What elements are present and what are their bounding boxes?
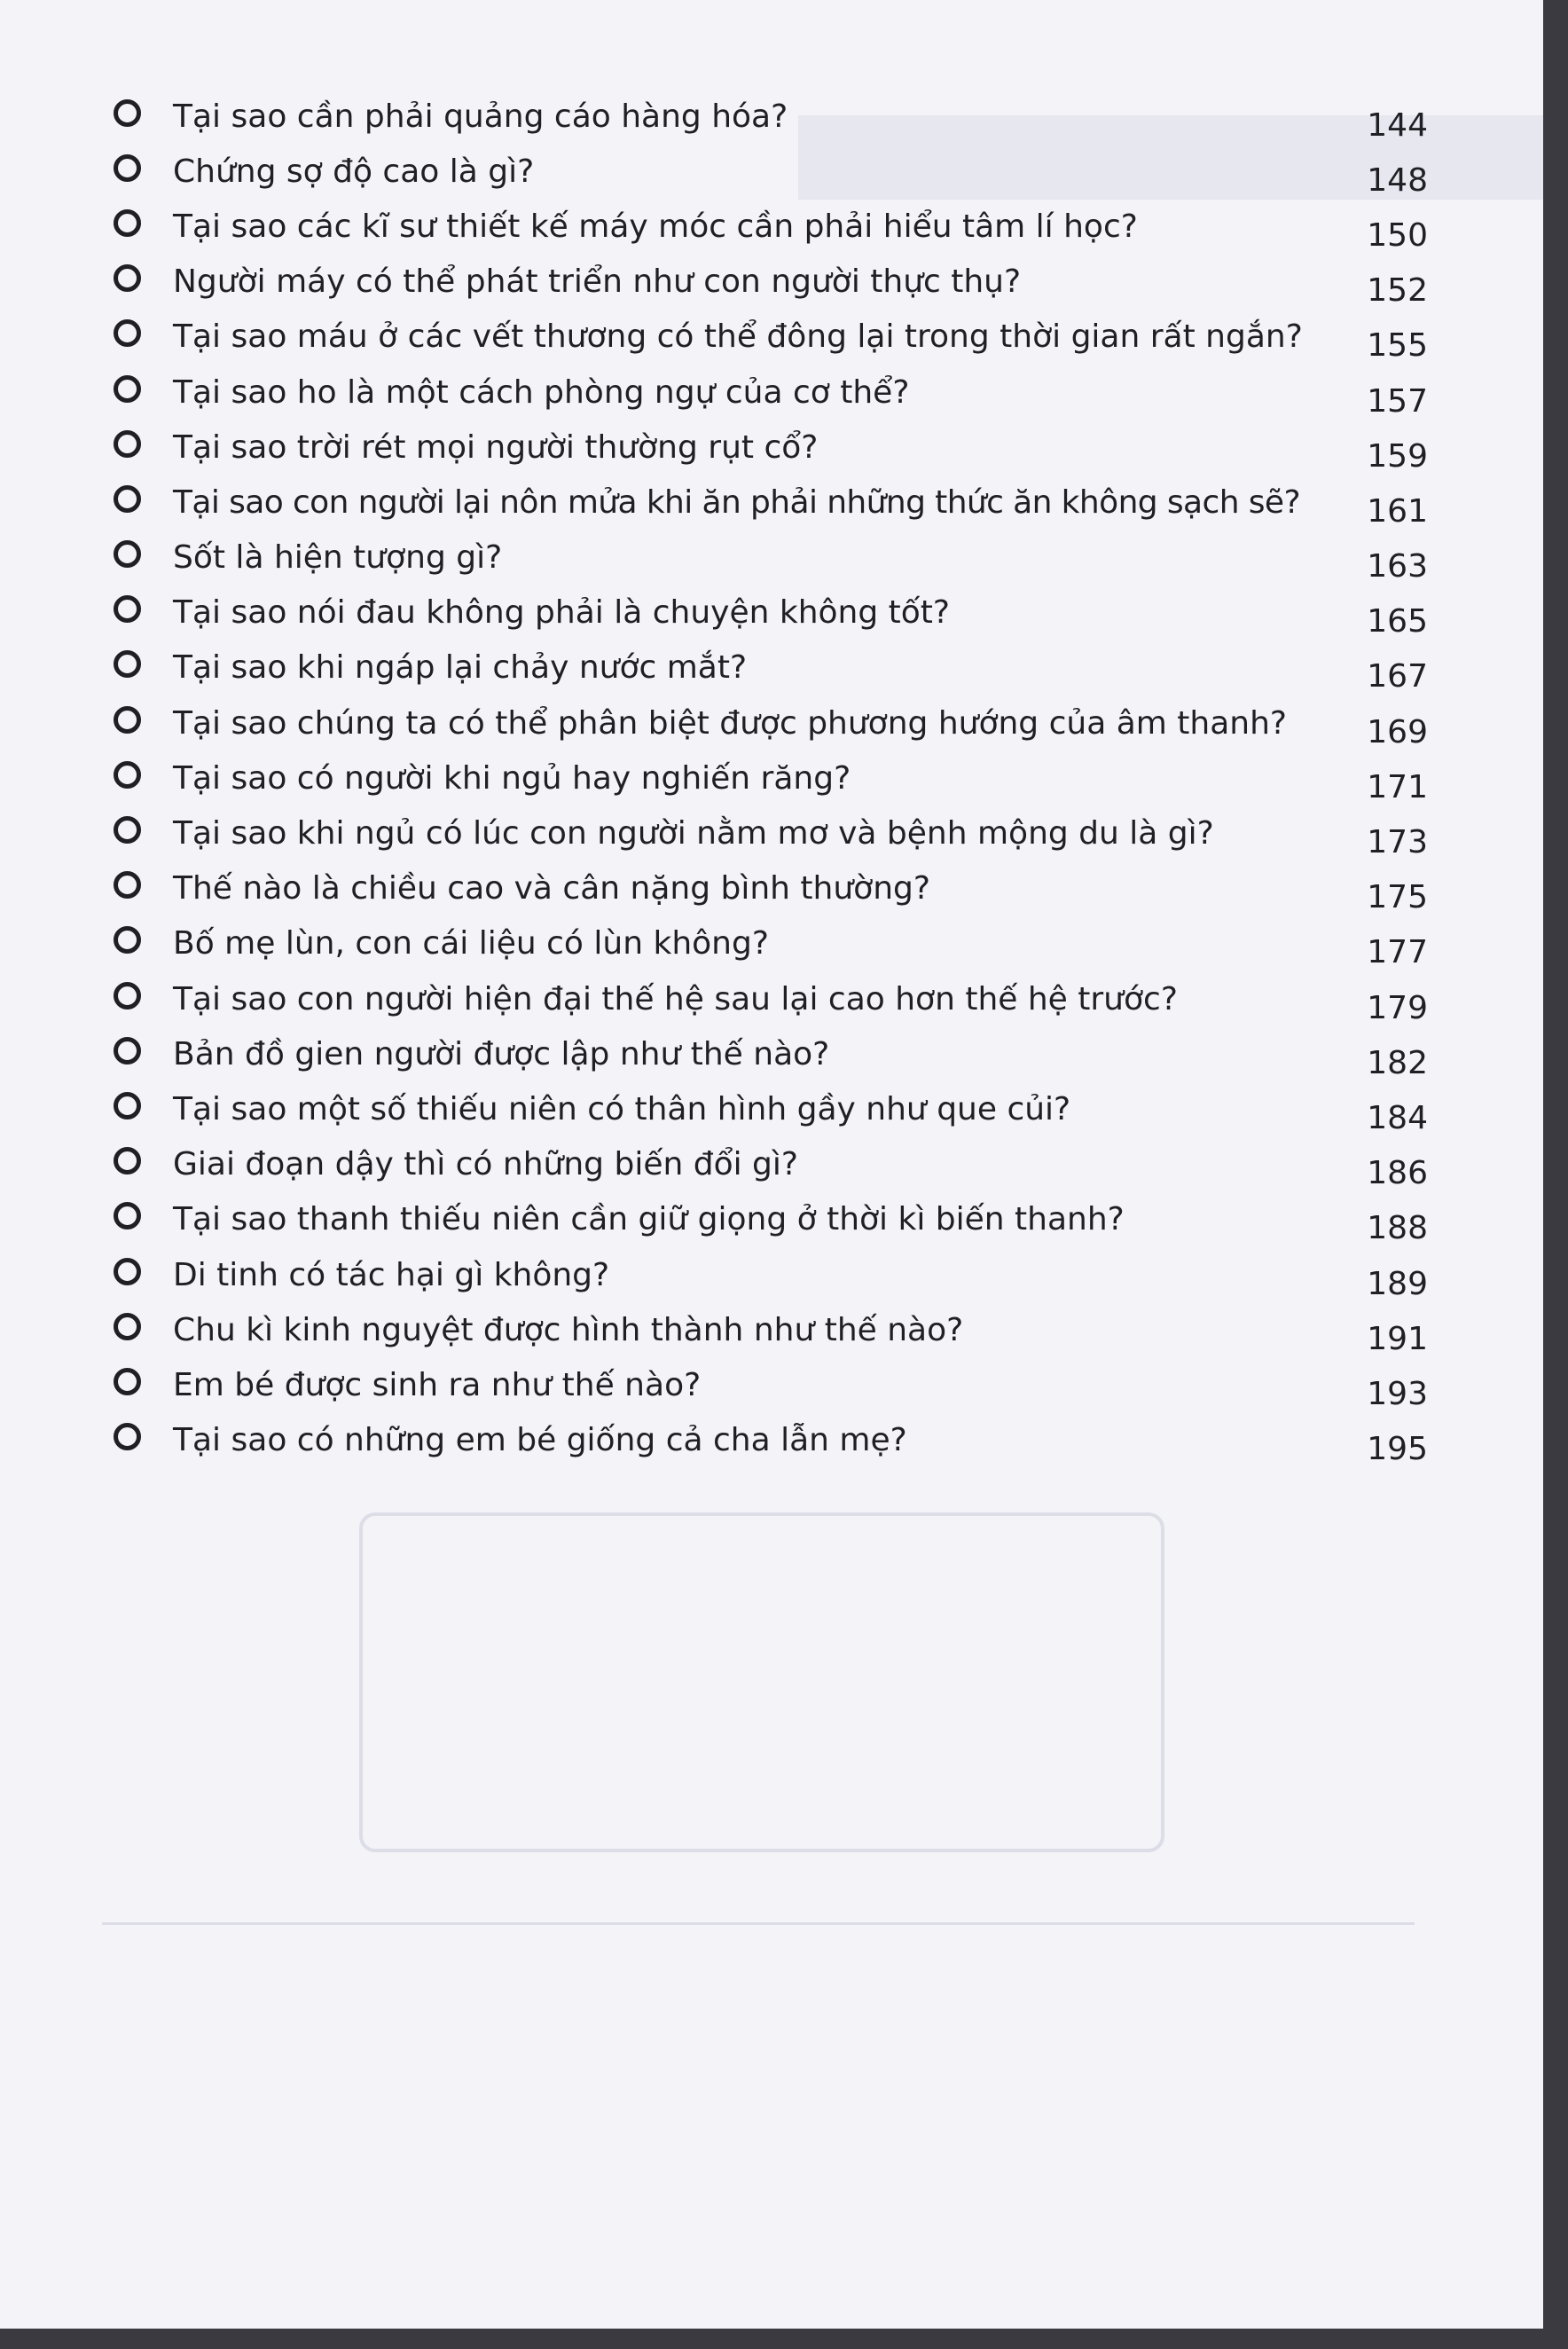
toc-entry-title: Người máy có thể phát triển như con người thực thụ? [173,263,1022,301]
toc-entry-page: 188 [1367,1210,1428,1247]
toc-entry-title: Tại sao các kĩ sư thiết kế máy móc cần phải hiểu tâm lí học? [173,208,1138,245]
circle-bullet-icon [114,706,141,734]
circle-bullet-icon [114,99,141,127]
circle-bullet-icon [114,264,141,292]
toc-entry [114,1413,1428,1468]
toc-entry [114,1192,1428,1247]
toc-entry-page: 161 [1367,492,1428,530]
toc-entry [114,916,1428,971]
circle-bullet-icon [114,650,141,678]
toc-entry [114,255,1428,310]
toc-entry-title: Tại sao chúng ta có thể phân biệt được phương hướng của âm thanh? [173,704,1288,742]
circle-bullet-icon [114,1147,141,1174]
toc-entry [114,585,1428,640]
toc-entry [114,750,1428,805]
toc-entry-page: 171 [1367,768,1428,805]
circle-bullet-icon [114,1313,141,1340]
toc-entry-title: Tại sao con người hiện đại thế hệ sau lại cao hơn thế hệ trước? [173,980,1178,1017]
toc-entry-title: Tại sao thanh thiếu niên cần giữ giọng ở thời kì biến thanh? [173,1201,1125,1238]
toc-entry-title: Chứng sợ độ cao là gì? [173,153,535,190]
circle-bullet-icon [114,871,141,899]
toc-entry-title: Giai đoạn dậy thì có những biến đổi gì? [173,1146,799,1183]
circle-bullet-icon [114,375,141,403]
toc-entry [114,805,1428,860]
toc-entry-page: 173 [1367,824,1428,861]
toc-entry-page: 195 [1367,1431,1428,1468]
toc-entry [114,310,1428,365]
toc-entry-title: Bản đồ gien người được lập như thế nào? [173,1035,830,1072]
toc-entry-title: Tại sao có những em bé giống cả cha lẫn mẹ? [173,1422,907,1459]
toc-entry-title: Sốt là hiện tượng gì? [173,539,503,577]
toc-entry-page: 186 [1367,1155,1428,1192]
toc-entry [114,1026,1428,1081]
circle-bullet-icon [114,540,141,568]
toc-entry-title: Tại sao nói đau không phải là chuyện không tốt? [173,594,951,632]
toc-entry-title: Tại sao máu ở các vết thương có thể đông lại trong thời gian rất ngắn? [173,318,1303,356]
toc-entry-page: 163 [1367,548,1428,585]
circle-bullet-icon [114,1092,141,1120]
toc-entry-page: 144 [1367,106,1428,144]
toc-entry-page: 177 [1367,934,1428,971]
toc-entry-title: Tại sao trời rét mọi người thường rụt cổ? [173,428,819,466]
toc-entry-page: 189 [1367,1265,1428,1302]
circle-bullet-icon [114,154,141,182]
toc-entry-page: 159 [1367,437,1428,475]
toc-entry [114,475,1428,530]
toc-entry-title: Di tinh có tác hại gì không? [173,1256,610,1293]
toc-entry [114,1357,1428,1412]
toc-entry [114,1302,1428,1357]
toc-entry-title: Tại sao khi ngáp lại chảy nước mắt? [173,649,748,687]
toc-entry-page: 193 [1367,1375,1428,1412]
toc-entry-title: Thế nào là chiều cao và cân nặng bình thường? [173,870,930,907]
toc-entry [114,420,1428,475]
toc-entry-page: 150 [1367,216,1428,254]
toc-entry-page: 169 [1367,713,1428,750]
toc-entry [114,530,1428,585]
toc-entry [114,365,1428,420]
toc-entry-title: Tại sao con người lại nôn mửa khi ăn phải những thức ăn không sạch sẽ? [173,483,1300,521]
toc-entry-page: 191 [1367,1320,1428,1357]
circle-bullet-icon [114,982,141,1010]
bleed-through-box [359,1512,1164,1852]
toc-entry-page: 167 [1367,658,1428,695]
toc-entry-page: 175 [1367,879,1428,916]
table-of-contents [114,89,1428,1468]
toc-entry [114,199,1428,254]
circle-bullet-icon [114,1423,141,1450]
toc-entry-page: 184 [1367,1099,1428,1136]
toc-entry-title: Tại sao ho là một cách phòng ngự của cơ thể? [173,373,910,411]
toc-entry-page: 148 [1367,161,1428,199]
toc-entry-title: Chu kì kinh nguyệt được hình thành như thế nào? [173,1311,964,1348]
toc-entry [114,1247,1428,1302]
toc-entry [114,1081,1428,1136]
toc-entry [114,695,1428,750]
toc-entry [114,89,1428,144]
circle-bullet-icon [114,926,141,954]
toc-entry-page: 165 [1367,603,1428,640]
toc-entry-title: Tại sao cần phải quảng cáo hàng hóa? [173,98,788,135]
toc-entry [114,861,1428,916]
toc-entry-page: 179 [1367,989,1428,1026]
toc-entry-title: Tại sao có người khi ngủ hay nghiến răng? [173,759,851,797]
toc-entry [114,971,1428,1026]
circle-bullet-icon [114,1202,141,1229]
toc-entry-title: Tại sao khi ngủ có lúc con người nằm mơ và bệnh mộng du là gì? [173,815,1214,852]
circle-bullet-icon [114,209,141,237]
toc-entry-page: 182 [1367,1044,1428,1081]
circle-bullet-icon [114,816,141,844]
bleed-through-rule [102,1922,1415,1925]
toc-entry [114,640,1428,695]
toc-entry-page: 152 [1367,272,1428,310]
toc-entry-page: 157 [1367,382,1428,420]
toc-entry [114,1137,1428,1192]
circle-bullet-icon [114,761,141,789]
circle-bullet-icon [114,1258,141,1285]
toc-entry [114,144,1428,199]
circle-bullet-icon [114,430,141,458]
circle-bullet-icon [114,485,141,513]
circle-bullet-icon [114,1037,141,1065]
toc-entry-title: Em bé được sinh ra như thế nào? [173,1366,702,1403]
toc-entry-title: Tại sao một số thiếu niên có thân hình gầy như que củi? [173,1090,1071,1127]
circle-bullet-icon [114,1368,141,1395]
toc-entry-title: Bố mẹ lùn, con cái liệu có lùn không? [173,925,769,962]
circle-bullet-icon [114,595,141,623]
circle-bullet-icon [114,319,141,347]
toc-entry-page: 155 [1367,327,1428,365]
